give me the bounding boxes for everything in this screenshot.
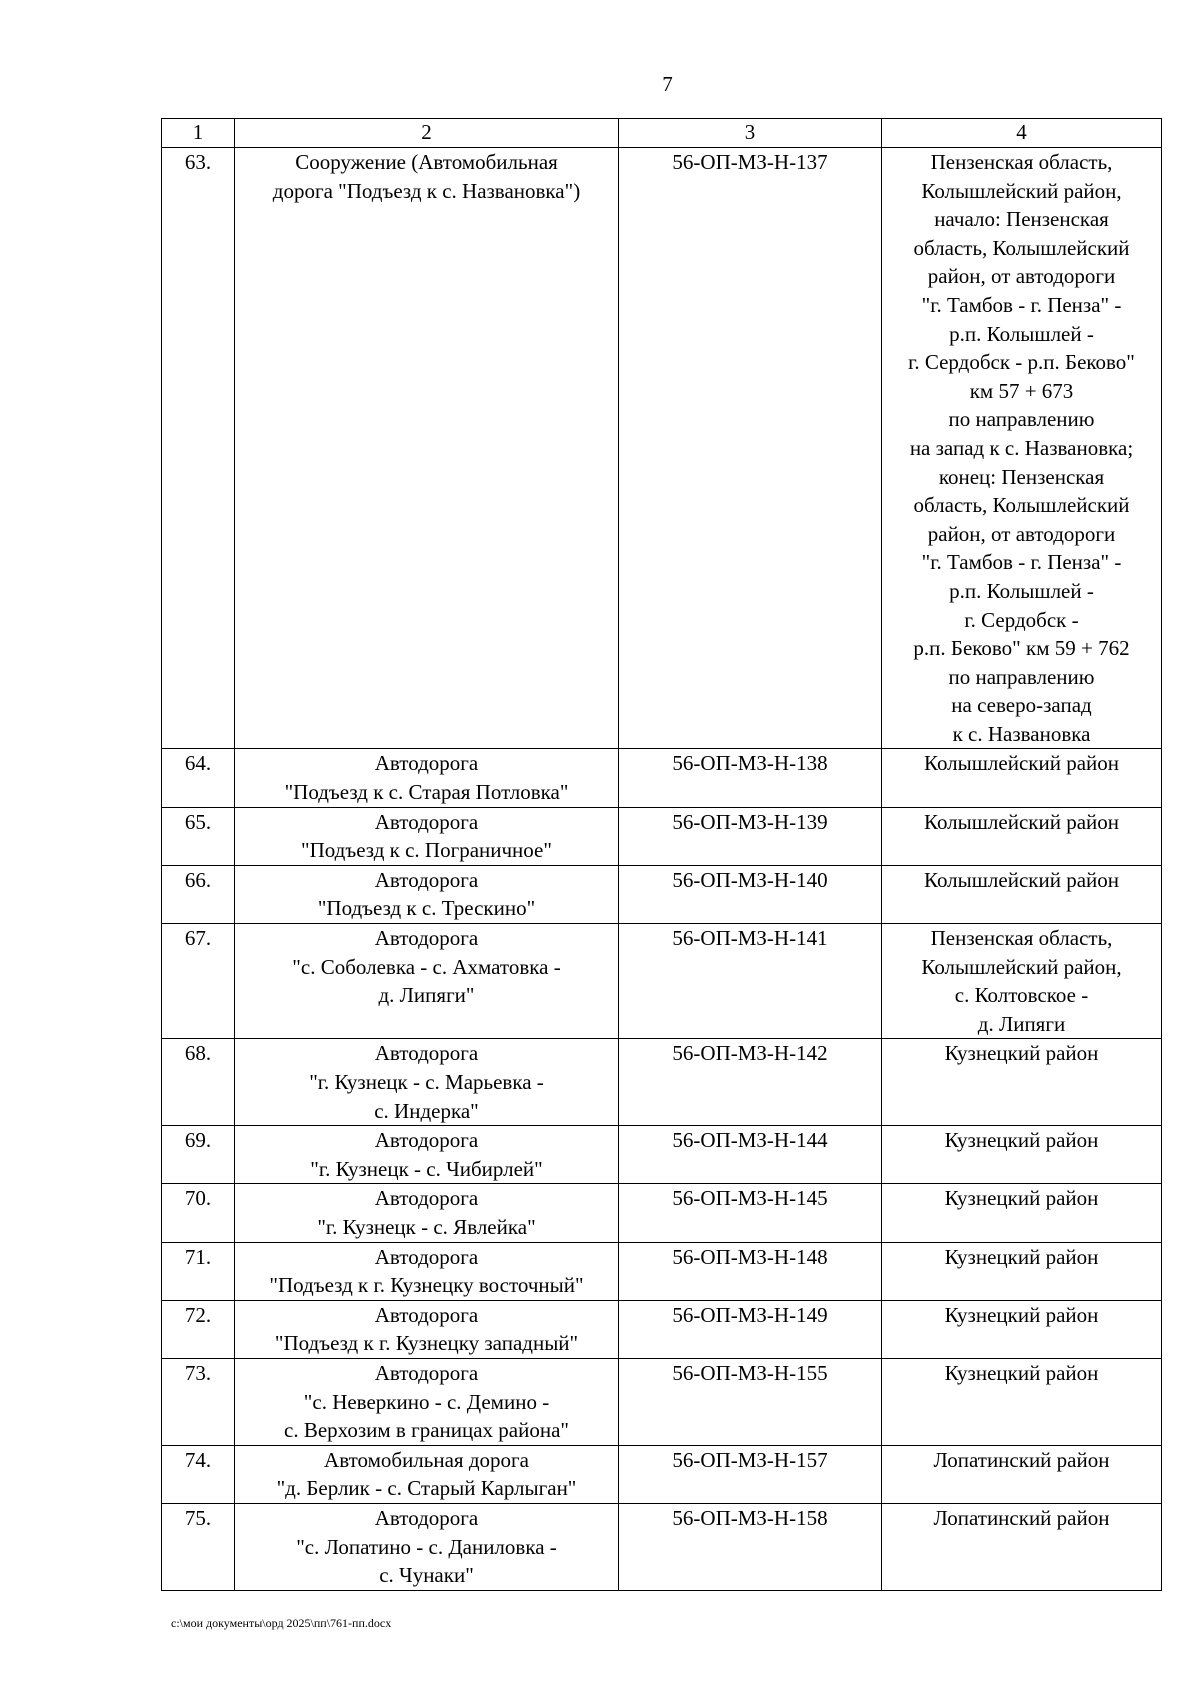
road-name-line: Автодорога [374, 1244, 479, 1269]
row-number: 69. [162, 1126, 235, 1184]
page-number: 7 [662, 72, 673, 96]
road-name-line: Сооружение (Автомобильная [295, 150, 558, 174]
road-name-line: Автодорога [374, 926, 479, 951]
table-row [162, 1126, 1162, 1184]
location-cell [882, 1503, 1162, 1590]
location-line: "г. Тамбов - г. Пенза" - [921, 550, 1122, 575]
location-cell [882, 807, 1162, 865]
road-name-line: "Подъезд к с. Трескино" [317, 896, 536, 921]
table-row [162, 807, 1162, 865]
road-name-line: Автодорога [374, 1302, 479, 1327]
road-name-line: "с. Лопатино - с. Даниловка - [296, 1534, 557, 1559]
location-line: Колышлейский район [923, 809, 1120, 834]
road-name-cell [235, 865, 619, 923]
table-row [162, 1503, 1162, 1590]
road-name-line: Автодорога [374, 867, 479, 892]
location-line: на запад к с. Названовка; [909, 435, 1134, 460]
row-number: 72. [162, 1300, 235, 1358]
road-name-cell [235, 924, 619, 1039]
table-row [162, 924, 1162, 1039]
road-name-line: Автодорога [374, 1186, 479, 1211]
location-line: км 57 + 673 [969, 378, 1074, 403]
location-line: конец: Пензенская [938, 464, 1105, 489]
table-row [162, 1184, 1162, 1242]
row-number: 73. [162, 1358, 235, 1445]
header-col-4: 4 [882, 119, 1162, 148]
location-line: Пензенская область, [930, 150, 1113, 174]
table-row [162, 1358, 1162, 1445]
road-name-line: "г. Кузнецк - с. Чибирлей" [310, 1156, 543, 1181]
road-name-line: "Подъезд к г. Кузнецку западный" [274, 1331, 579, 1356]
location-line: Лопатинский район [933, 1505, 1110, 1530]
road-code-cell: 56-ОП-МЗ-Н-148 [619, 1242, 882, 1300]
table-row [162, 1300, 1162, 1358]
road-name-cell [235, 1503, 619, 1590]
location-line: район, от автодороги [927, 264, 1116, 289]
location-line: Кузнецкий район [944, 1302, 1099, 1327]
road-name-line: "д. Берлик - с. Старый Карлыган" [276, 1476, 577, 1501]
road-code-cell: 56-ОП-МЗ-Н-141 [619, 924, 882, 1039]
road-code-cell: 56-ОП-МЗ-Н-137 [619, 148, 882, 749]
location-line: Колышлейский район, [921, 178, 1122, 203]
road-name-line: д. Липяги" [378, 983, 475, 1008]
row-number: 66. [162, 865, 235, 923]
footer-file-path: c:\мои документы\орд 2025\пп\761-пп.docx [171, 1616, 392, 1630]
location-line: р.п. Колышлей - [949, 321, 1094, 346]
road-name-line: Автодорога [374, 1360, 479, 1385]
road-name-line: "г. Кузнецк - с. Марьевка - [309, 1070, 544, 1094]
road-name-line: Автодорога [374, 809, 479, 834]
location-line: начало: Пензенская [934, 207, 1109, 232]
road-name-line: с. Чунаки" [379, 1563, 474, 1588]
location-line: д. Липяги [977, 1011, 1066, 1036]
location-line: на северо-запад [951, 693, 1092, 718]
location-line: Кузнецкий район [944, 1244, 1099, 1269]
road-name-cell [235, 1039, 619, 1126]
location-cell [882, 749, 1162, 807]
road-name-line: "Подъезд к с. Пограничное" [301, 838, 552, 863]
header-col-3: 3 [619, 119, 882, 148]
road-name-line: Автодорога [374, 1505, 479, 1530]
location-line: Кузнецкий район [944, 1041, 1099, 1066]
road-name-cell [235, 1126, 619, 1184]
road-code-cell: 56-ОП-МЗ-Н-142 [619, 1039, 882, 1126]
table-row [162, 1242, 1162, 1300]
table-header-row [162, 119, 1162, 148]
location-line: по направлению [948, 664, 1095, 689]
location-line: Кузнецкий район [944, 1360, 1099, 1385]
road-name-cell [235, 148, 619, 749]
roads-table-body [162, 119, 1162, 1591]
road-name-cell [235, 1358, 619, 1445]
road-name-cell [235, 1184, 619, 1242]
road-code-cell: 56-ОП-МЗ-Н-144 [619, 1126, 882, 1184]
location-cell [882, 865, 1162, 923]
location-line: с. Колтовское - [954, 983, 1089, 1008]
location-line: область, Колышлейский [913, 235, 1130, 260]
header-col-2: 2 [235, 119, 619, 148]
roads-table [161, 118, 1162, 1591]
row-number: 68. [162, 1039, 235, 1126]
road-name-cell [235, 1242, 619, 1300]
location-line: г. Сердобск - [964, 607, 1079, 632]
row-number: 67. [162, 924, 235, 1039]
location-cell [882, 1445, 1162, 1503]
location-cell [882, 148, 1162, 749]
location-line: р.п. Колышлей - [949, 578, 1094, 603]
location-line: "г. Тамбов - г. Пенза" - [921, 292, 1122, 317]
location-cell [882, 1126, 1162, 1184]
road-name-line: "с. Соболевка - с. Ахматовка - [292, 954, 561, 979]
road-code-cell: 56-ОП-МЗ-Н-145 [619, 1184, 882, 1242]
location-line: р.п. Беково" км 59 + 762 [913, 636, 1130, 661]
location-cell [882, 1242, 1162, 1300]
road-code-cell: 56-ОП-МЗ-Н-138 [619, 749, 882, 807]
location-cell [882, 1358, 1162, 1445]
road-name-line: Автодорога [374, 751, 479, 776]
location-line: по направлению [948, 407, 1095, 432]
location-line: Кузнецкий район [944, 1128, 1099, 1153]
road-code-cell: 56-ОП-МЗ-Н-158 [619, 1503, 882, 1590]
location-line: Пензенская область, [930, 926, 1113, 951]
location-line: г. Сердобск - р.п. Беково" [908, 350, 1135, 375]
table-row [162, 749, 1162, 807]
location-cell [882, 1300, 1162, 1358]
road-code-cell: 56-ОП-МЗ-Н-155 [619, 1358, 882, 1445]
table-row [162, 148, 1162, 749]
location-line: Кузнецкий район [944, 1186, 1099, 1211]
road-name-line: "Подъезд к г. Кузнецку восточный" [269, 1273, 584, 1298]
location-line: район, от автодороги [927, 521, 1116, 546]
road-name-line: "Подъезд к с. Старая Потловка" [284, 780, 569, 805]
location-cell [882, 924, 1162, 1039]
road-name-line: "г. Кузнецк - с. Явлейка" [317, 1214, 536, 1239]
table-row [162, 865, 1162, 923]
road-code-cell: 56-ОП-МЗ-Н-157 [619, 1445, 882, 1503]
road-name-line: дорога "Подъезд к с. Названовка") [272, 178, 581, 203]
road-code-cell: 56-ОП-МЗ-Н-140 [619, 865, 882, 923]
road-name-cell [235, 1300, 619, 1358]
road-name-cell [235, 749, 619, 807]
header-col-1: 1 [162, 119, 235, 148]
table-row [162, 1039, 1162, 1126]
road-code-cell: 56-ОП-МЗ-Н-149 [619, 1300, 882, 1358]
road-name-line: Автомобильная дорога [324, 1447, 529, 1472]
road-code-cell: 56-ОП-МЗ-Н-139 [619, 807, 882, 865]
location-line: Лопатинский район [933, 1447, 1110, 1472]
location-line: Колышлейский район [923, 751, 1120, 776]
road-name-cell [235, 1445, 619, 1503]
road-name-line: Автодорога [374, 1041, 479, 1066]
row-number: 63. [162, 148, 235, 749]
location-line: Колышлейский район [923, 867, 1120, 892]
location-cell [882, 1184, 1162, 1242]
row-number: 74. [162, 1445, 235, 1503]
row-number: 75. [162, 1503, 235, 1590]
row-number: 64. [162, 749, 235, 807]
road-name-line: с. Верхозим в границах района" [284, 1418, 569, 1443]
location-line: к с. Названовка [952, 721, 1091, 746]
road-name-line: Автодорога [374, 1128, 479, 1153]
table-row [162, 1445, 1162, 1503]
location-cell [882, 1039, 1162, 1126]
location-line: область, Колышлейский [913, 493, 1130, 518]
road-name-cell [235, 807, 619, 865]
road-name-line: с. Индерка" [374, 1098, 479, 1123]
road-name-line: "с. Неверкино - с. Демино - [303, 1389, 550, 1414]
row-number: 71. [162, 1242, 235, 1300]
row-number: 70. [162, 1184, 235, 1242]
location-line: Колышлейский район, [921, 954, 1122, 979]
row-number: 65. [162, 807, 235, 865]
